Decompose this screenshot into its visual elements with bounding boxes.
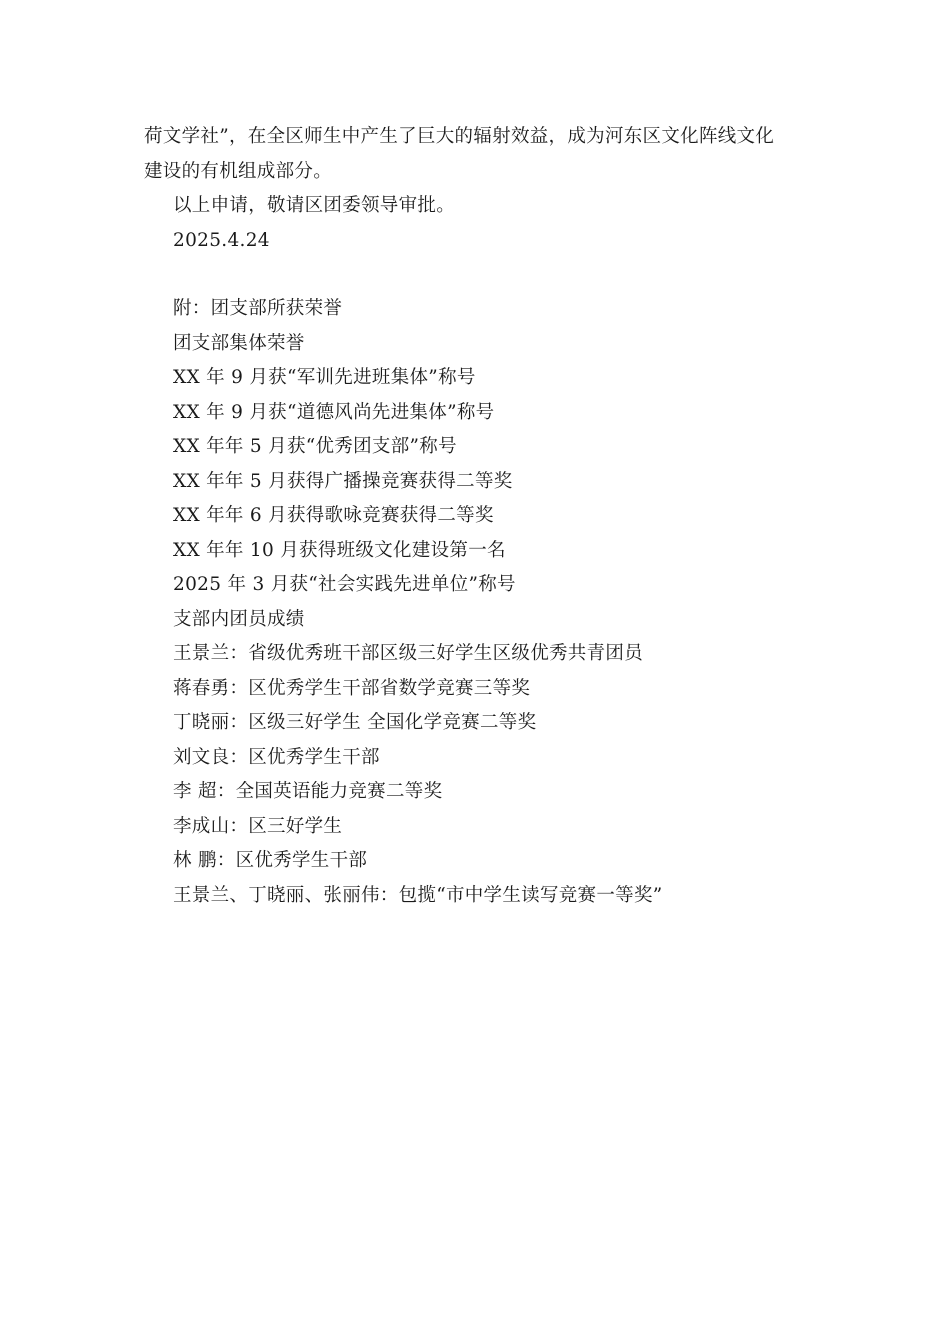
collective-honors-heading: 团支部集体荣誉 (173, 332, 305, 354)
collective-honor-item: XX 年年 6 月获得歌咏竞赛获得二等奖 (173, 505, 494, 526)
member-achievement-item: 刘文良：区优秀学生干部 (173, 746, 380, 768)
appendix-title: 附：团支部所获荣誉 (173, 298, 343, 319)
collective-honor-item: XX 年年 5 月获得广播操竞赛获得二等奖 (173, 470, 513, 492)
member-achievement-item: 林 鹏：区优秀学生干部 (173, 850, 368, 871)
paragraph-line: 荷文学社”，在全区师生中产生了巨大的辐射效益，成为河东区文化阵线文化 (144, 126, 775, 147)
document-body (144, 120, 824, 913)
closing-request: 以上申请，敬请区团委领导审批。 (173, 195, 456, 216)
member-achievement-item: 蒋春勇：区优秀学生干部省数学竞赛三等奖 (173, 677, 531, 699)
member-achievement-item: 王景兰、丁晓丽、张丽伟：包揽“市中学生读写竞赛一等奖” (173, 884, 663, 906)
member-achievement-item: 王景兰：省级优秀班干部区级三好学生区级优秀共青团员 (173, 643, 644, 664)
member-achievement-item: 丁晓丽：区级三好学生 全国化学竞赛二等奖 (173, 712, 537, 733)
document-date: 2025.4.24 (173, 229, 270, 251)
paragraph-line: 建设的有机组成部分。 (144, 160, 333, 182)
collective-honor-item: XX 年年 5 月获“优秀团支部”称号 (173, 436, 457, 457)
collective-honor-item: XX 年年 10 月获得班级文化建设第一名 (173, 539, 506, 561)
member-achievements-heading: 支部内团员成绩 (173, 608, 305, 630)
member-achievement-item: 李成山：区三好学生 (173, 815, 343, 837)
spacer (144, 258, 824, 292)
collective-honor-item: XX 年 9 月获“道德风尚先进集体”称号 (173, 401, 495, 423)
member-achievement-item: 李 超：全国英语能力竞赛二等奖 (173, 781, 443, 802)
collective-honor-item: XX 年 9 月获“军训先进班集体”称号 (173, 367, 476, 388)
collective-honor-item: 2025 年 3 月获“社会实践先进单位”称号 (173, 574, 516, 595)
